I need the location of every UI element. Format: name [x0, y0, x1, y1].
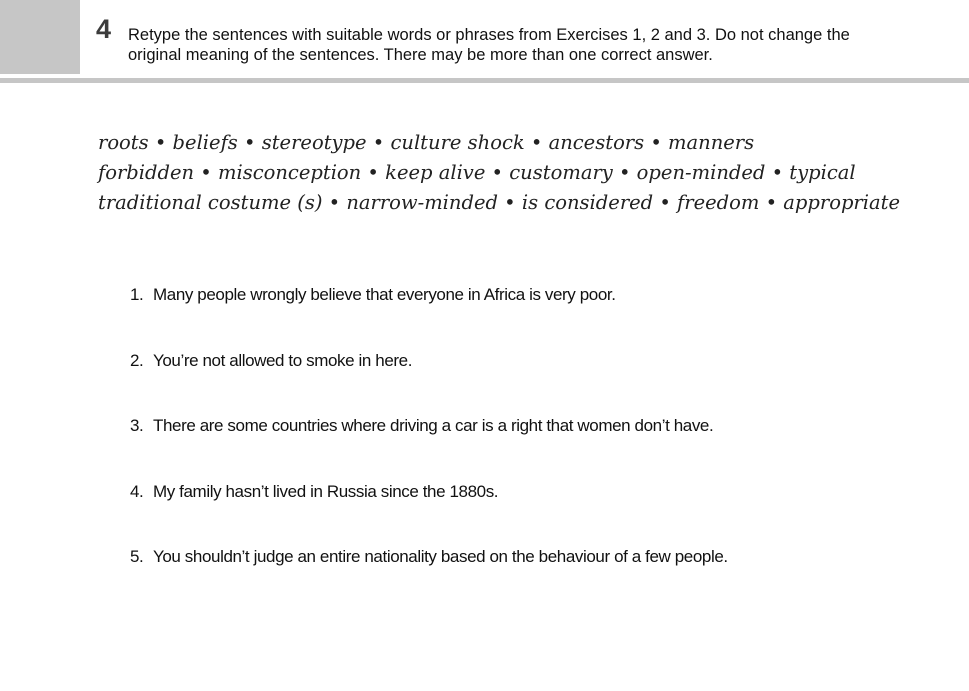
sentence-list	[130, 282, 728, 610]
sentence-text: My family hasn’t lived in Russia since the 1880s.	[153, 481, 499, 501]
sentence-text: There are some countries where driving a car is a right that women don’t have.	[153, 416, 714, 435]
sentence-item	[130, 544, 728, 610]
sentence-text: Many people wrongly believe that everyone in Africa is very poor.	[153, 285, 616, 304]
exercise-instruction	[128, 25, 948, 65]
sentence-item	[130, 348, 728, 414]
sentence-number: 5.	[130, 547, 144, 566]
instruction-line-1: Retype the sentences with suitable words or phrases from Exercises 1, 2 and 3. Do not change the	[128, 26, 850, 44]
sentence-text: You shouldn’t judge an entire nationality based on the behaviour of a few people.	[153, 547, 728, 566]
header-tab-decoration	[0, 0, 80, 74]
word-bank	[98, 128, 900, 218]
sentence-number: 2.	[130, 350, 144, 370]
sentence-text: You’re not allowed to smoke in here.	[153, 350, 413, 370]
instruction-line-2: original meaning of the sentences. There may be more than one correct answer.	[128, 46, 713, 64]
sentence-number: 1.	[130, 285, 144, 304]
sentence-item	[130, 282, 728, 348]
word-bank-line: traditional costume (s) • narrow-minded • is considered • freedom • appropriate	[98, 191, 900, 214]
word-bank-line: forbidden • misconception • keep alive • customary • open-minded • typical	[98, 161, 856, 184]
sentence-item	[130, 413, 728, 479]
sentence-number: 3.	[130, 416, 144, 435]
header-divider	[0, 78, 969, 83]
sentence-number: 4.	[130, 481, 144, 501]
exercise-number: 4	[96, 14, 112, 44]
word-bank-line: roots • beliefs • stereotype • culture shock • ancestors • manners	[98, 131, 755, 154]
sentence-item	[130, 479, 728, 545]
